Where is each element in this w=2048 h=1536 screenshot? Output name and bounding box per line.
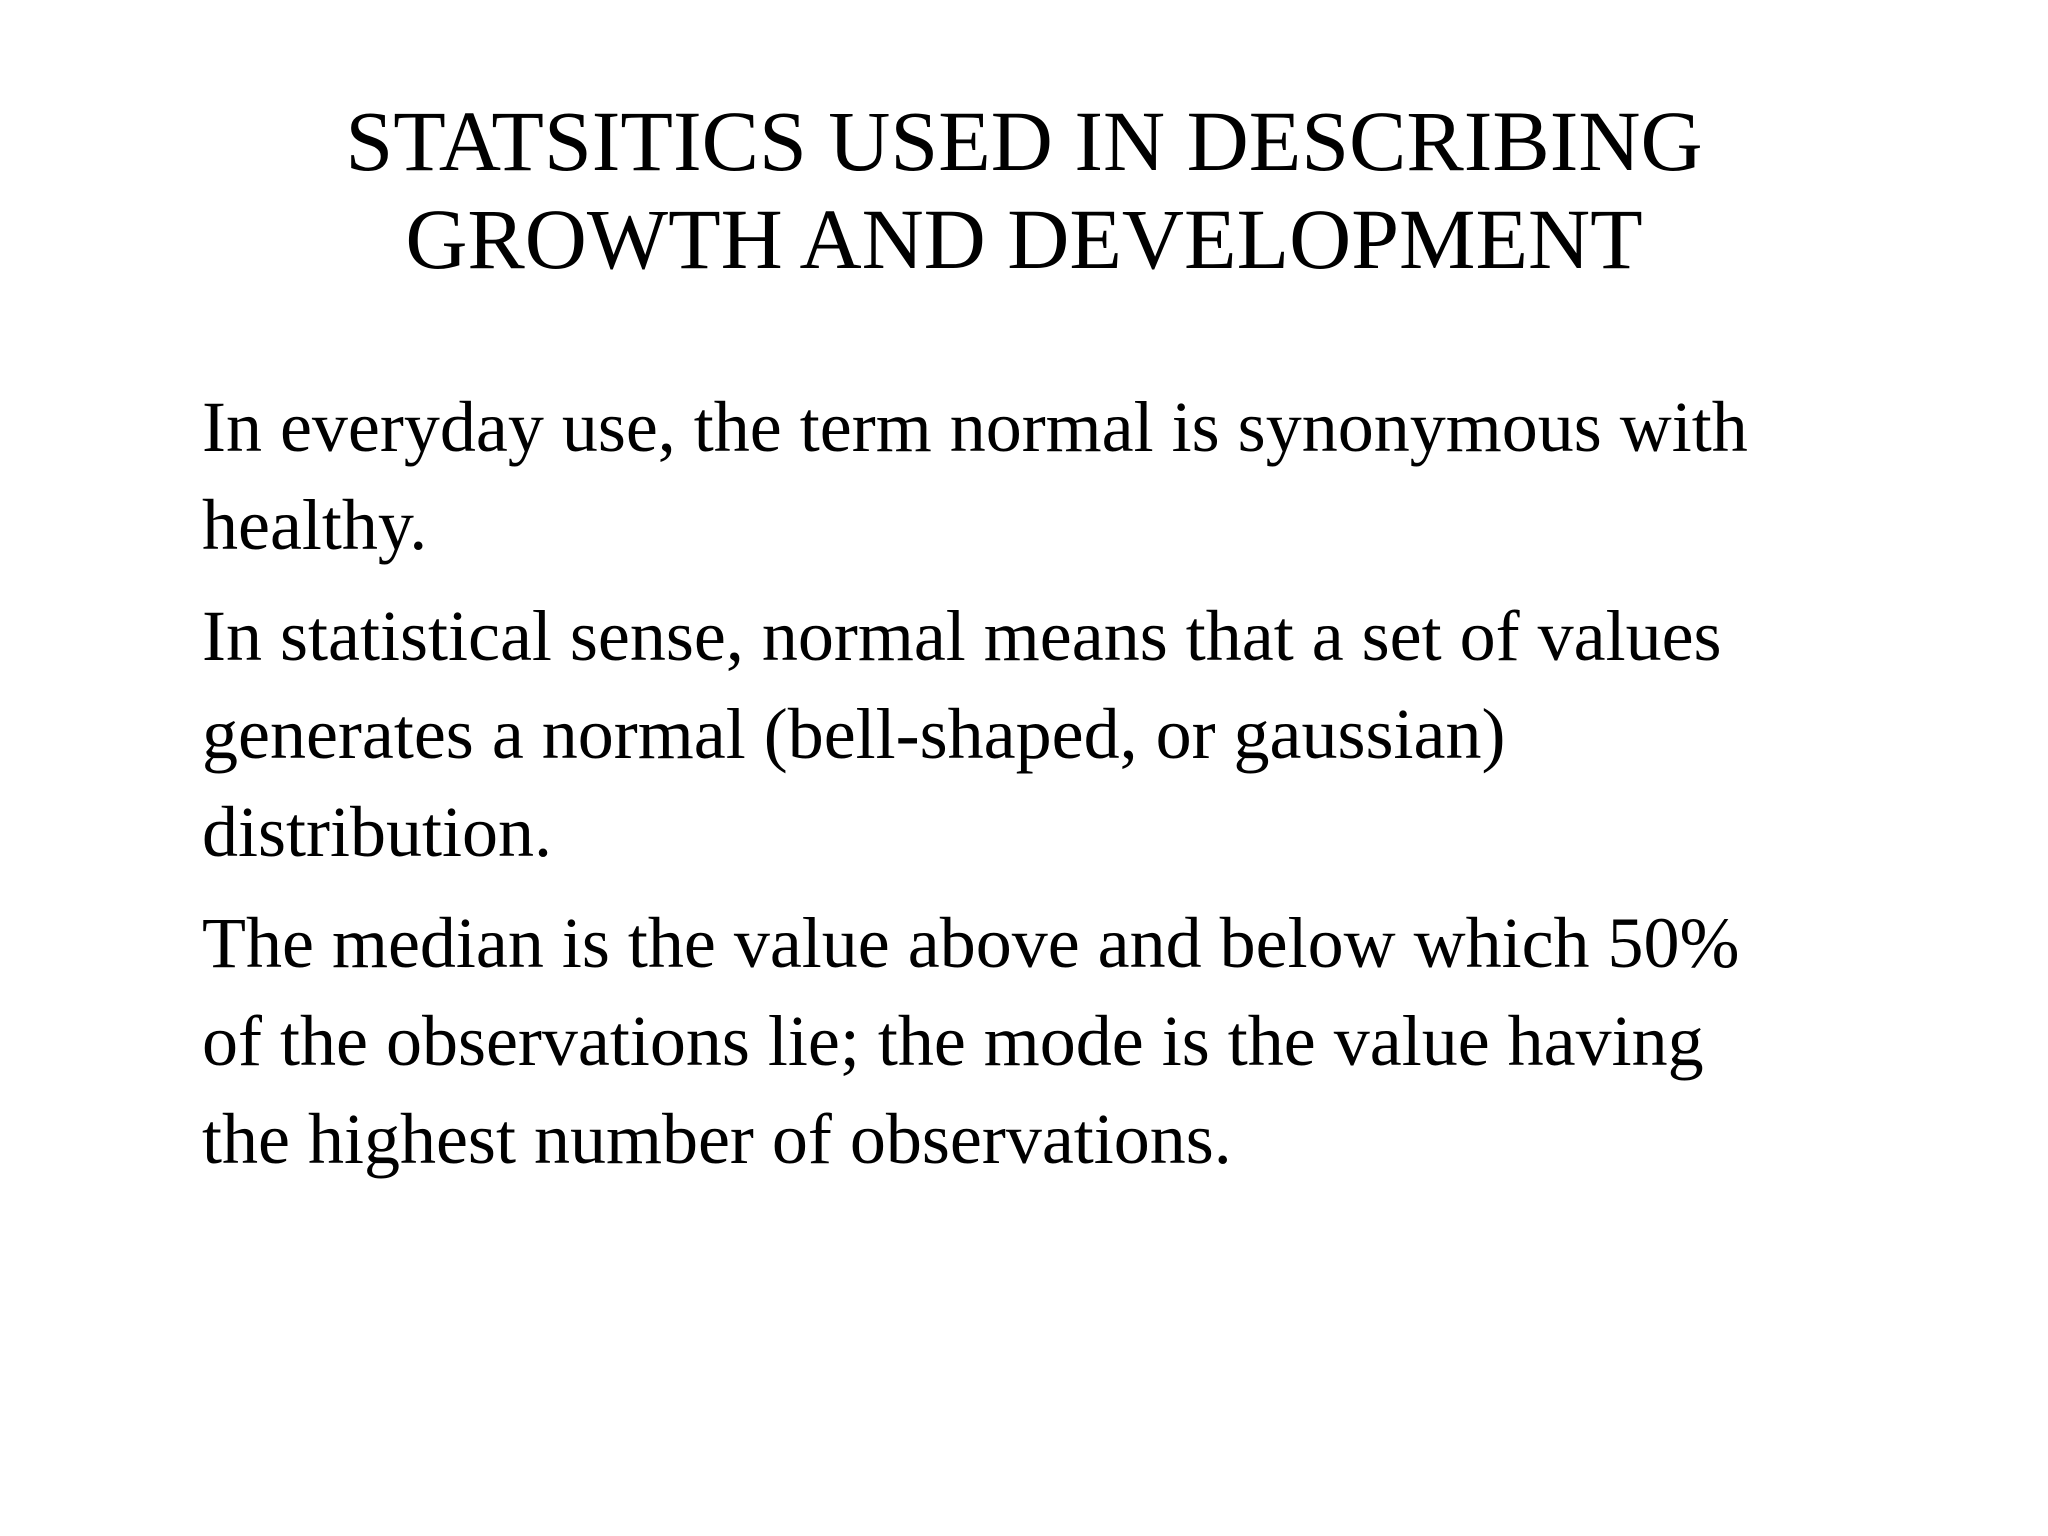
text-line: distribution. <box>202 792 553 872</box>
title-line: GROWTH AND DEVELOPMENT <box>405 191 1643 287</box>
text-line: of the observations lie; the mode is the value having <box>202 1001 1704 1081</box>
text-line: healthy. <box>202 485 428 565</box>
text-line: generates a normal (bell-shaped, or gaussian) <box>202 694 1506 774</box>
paragraph-normal-healthy <box>202 378 1942 574</box>
title-line: STATSITICS USED IN DESCRIBING <box>345 93 1703 189</box>
text-line: The median is the value above and below which 50% <box>202 903 1740 983</box>
text-line: the highest number of observations. <box>202 1099 1232 1179</box>
paragraph-statistical-normal <box>202 587 1942 881</box>
paragraph-median-mode <box>202 894 1942 1188</box>
slide-title <box>0 92 2048 288</box>
text-line: In statistical sense, normal means that a set of values <box>202 596 1722 676</box>
slide-body <box>202 378 1942 1201</box>
text-line: In everyday use, the term normal is synonymous with <box>202 387 1748 467</box>
